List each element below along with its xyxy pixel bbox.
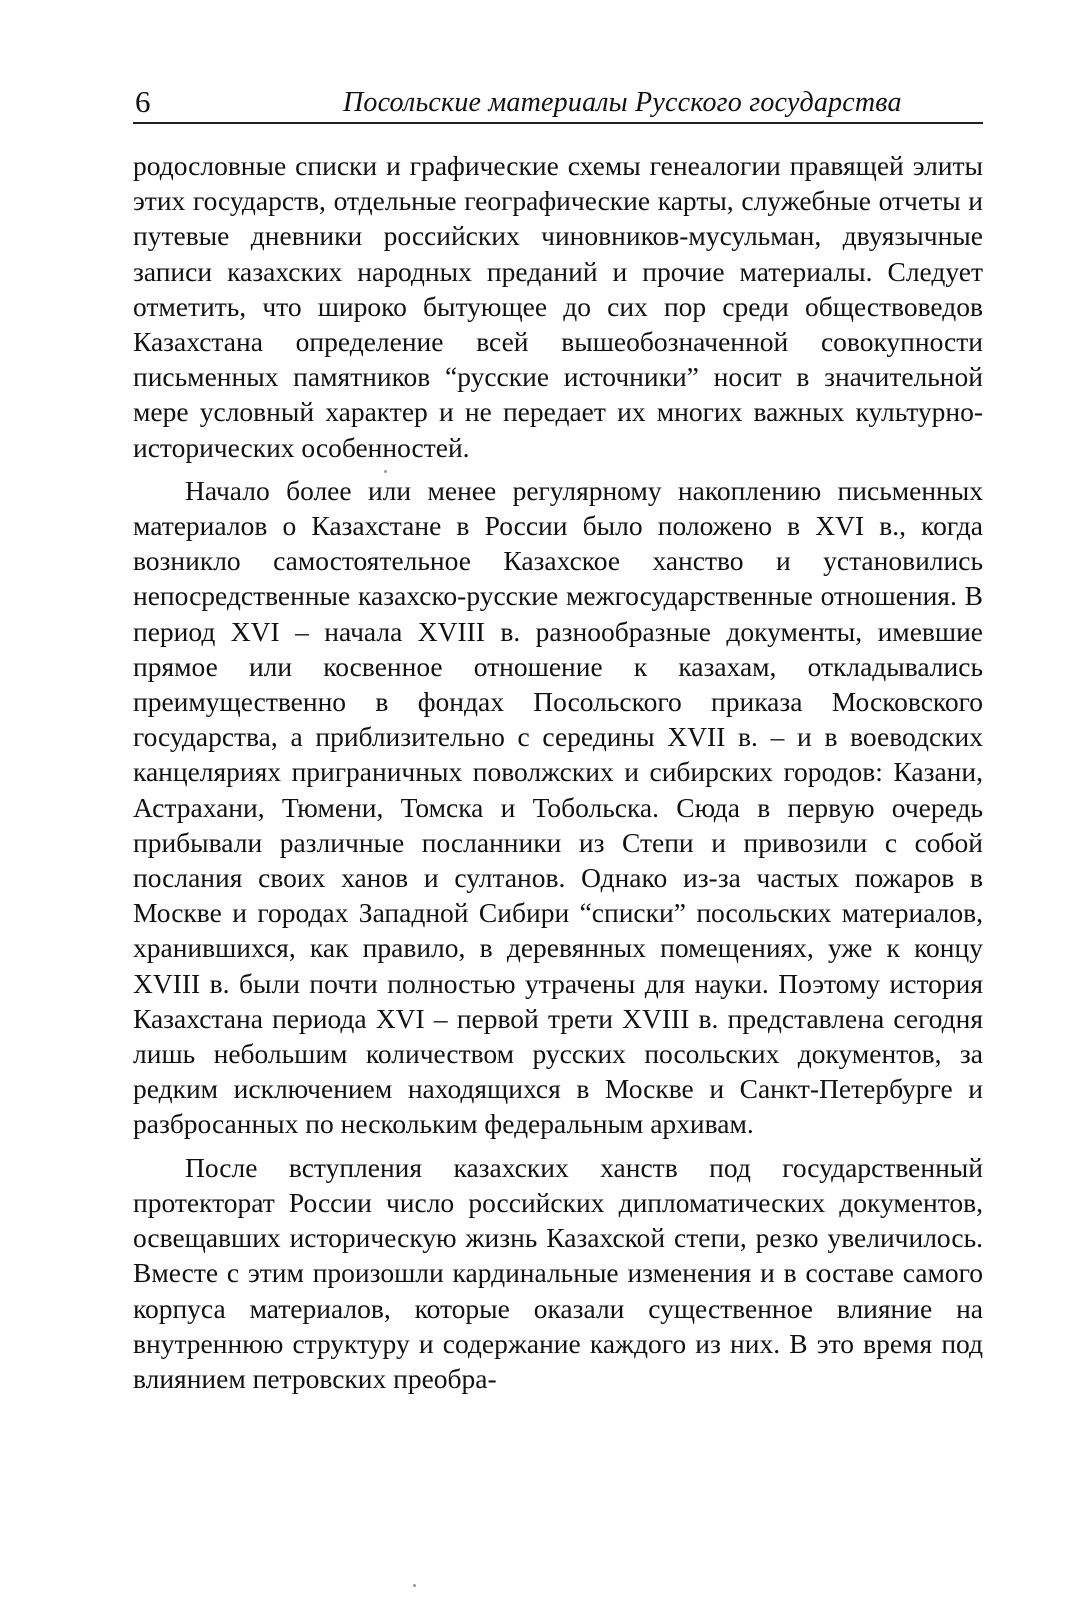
paragraph-3: После вступления казахских ханств под государственный протекторат России число российских дипломатических документов, освещавших историческую жизнь Казахской степи, резко увеличилось. Вместе с этим произошли кардинальные изменения и в составе самого корпуса материалов, которые оказали существенное влияние на внутреннюю структуру и содержание каждого из них. В это время под влиянием петровских преобра- <box>133 1151 983 1394</box>
paragraph-2: Начало более или менее регулярному накоплению письменных материалов о Казахстане в России было положено в XVI в., когда возникло самостоятельное Казахское ханство и установились непосредственные казахско-русские межгосударственные отношения. В период XVI – начала XVIII в. разнообразные документы, имевшие прямое или косвенное отношение к казахам, откладывались преимущественно в фондах Посольского приказа Московского государства, а приблизительно с середины XVII в. – и в воеводских канцеляриях приграничных поволжских и сибирских городов: Казани, Астрахани, Тюмени, Томска и Тобольска. Сюда в первую очередь прибывали различные посланники из Степи и привозили с собой послания своих ханов и султанов. Однако из-за частых пожаров в Москве и городах Западной Сибири “списки” посольских материалов, хранившихся, как правило, в деревянных помещениях, уже к концу XVIII в. были почти полностью утрачены для науки. Поэтому история Казахстана периода XVI – первой трети XVIII в. представлена сегодня лишь небольшим количеством русских посольских документов, за редким исключением находящихся в Москве и Санкт-Петербурге и разбросанных по нескольким федеральным архивам. <box>133 474 983 1140</box>
scan-speck <box>384 470 387 473</box>
running-title: Посольские материалы Русского государства <box>343 87 902 118</box>
header-rule <box>133 122 983 124</box>
body-text <box>133 148 983 1404</box>
paragraph-1: родословные списки и графические схемы генеалогии правящей элиты этих государств, отдельные географические карты, служебные отчеты и путевые дневники российских чиновников-мусульман, двуязычные записи казахских народных преданий и прочие материалы. Следует отметить, что широко бытующее до сих пор среди обществоведов Казахстана определение всей вышеобозначенной совокупности письменных памятников “русские источники” носит в значительной мере условный характер и не передает их многих важных культурно-исторических особенностей. <box>133 150 983 463</box>
running-head <box>133 82 983 126</box>
page-number: 6 <box>135 84 151 119</box>
scan-speck <box>413 1584 416 1587</box>
